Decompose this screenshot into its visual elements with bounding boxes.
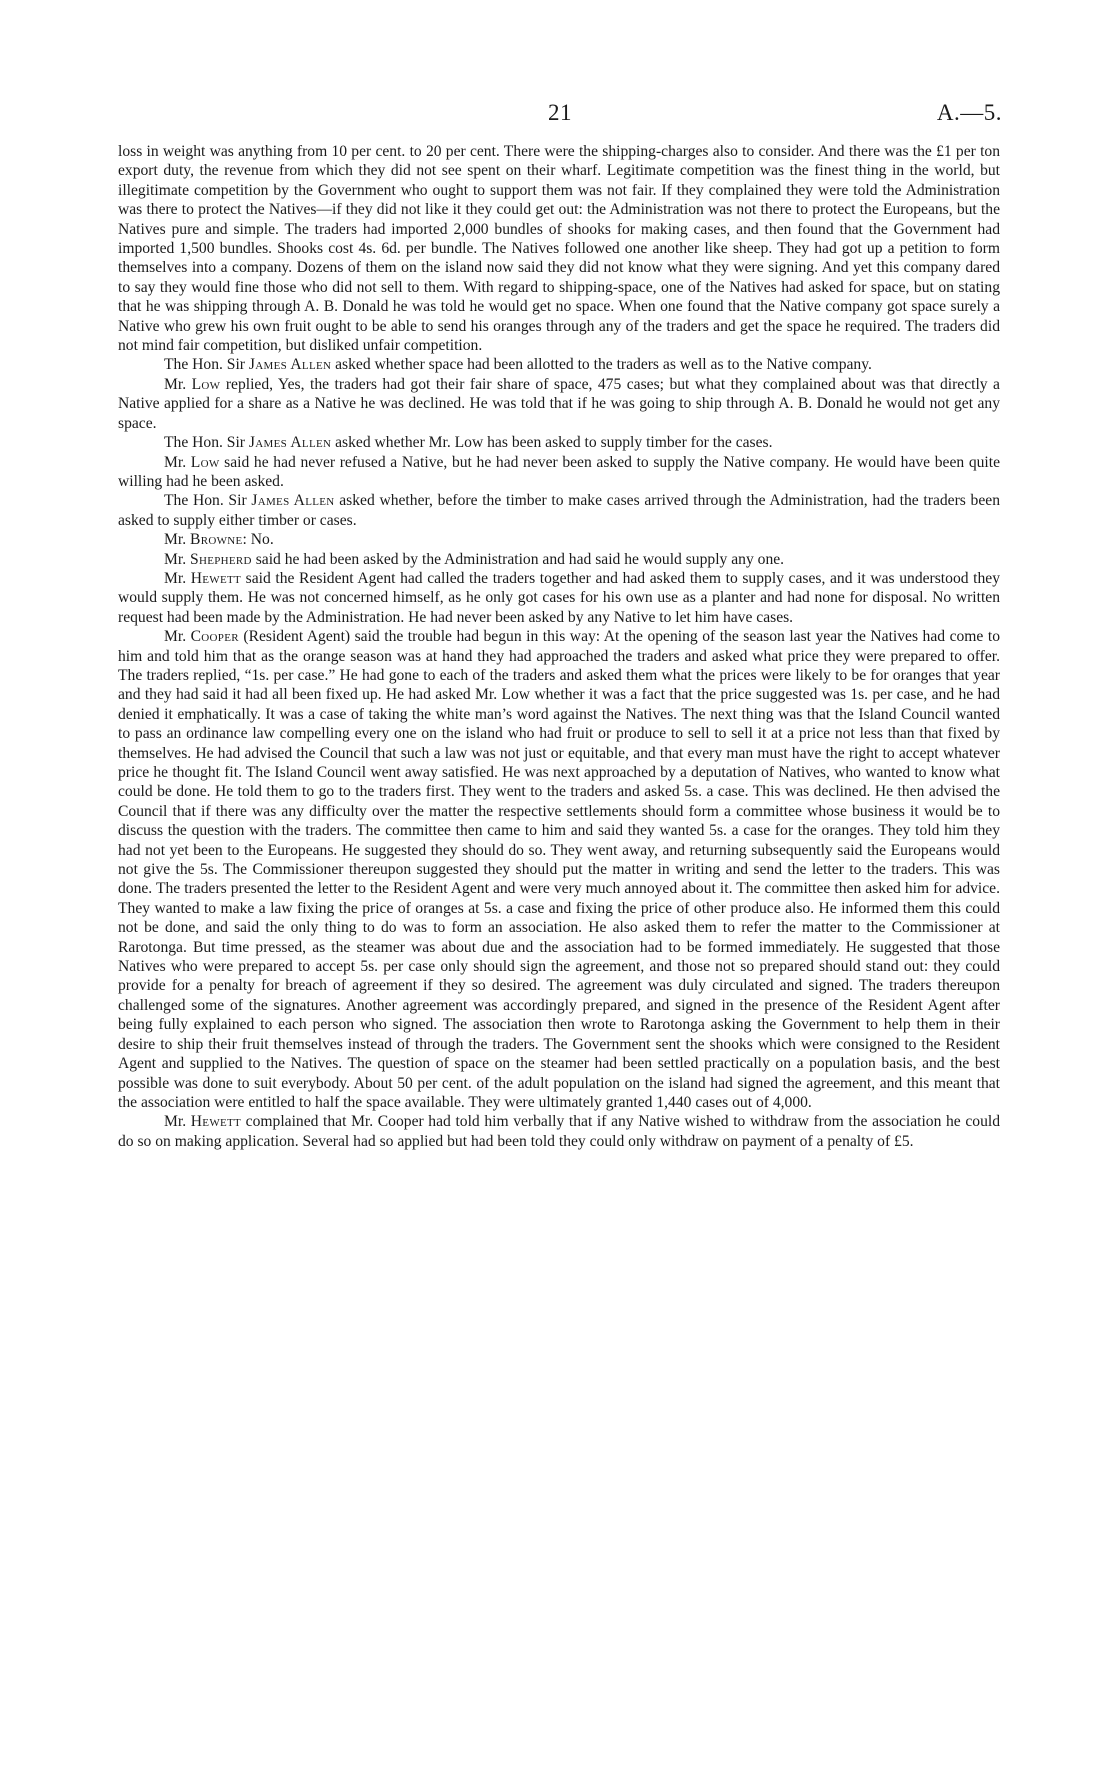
speaker-name: Hewett [190,1113,242,1131]
paragraph [118,433,1000,452]
paragraph [118,550,1000,569]
paragraph-continued: loss in weight was anything from 10 per cent. to 20 per cent. There were the shipping-charges also to consider. And there was the £1 per ton export duty, the revenue from which they did not see spent on their wharf. Legitimate competition was the finest thing in the world, but illegitimate competition by the Government who ought to support them was not fair. If they complained they were told the Administration was there to protect the Natives—if they did not like it they could get out: the Administration was not there to protect the Europeans, but the Natives pure and simple. The traders had imported 2,000 bundles of shooks for making cases, and then found that the Government had imported 1,500 bundles. Shooks cost 4s. 6d. per bundle. The Natives followed one another like sheep. They had got up a petition to form themselves into a company. Dozens of them on the island now said they did not know what they were signing. And yet this company dared to say they would fine those who did not sell to them. With regard to shipping-space, one of the Natives had asked for space, but on stating that he was shipping through A. B. Donald he was told he would get no space. When one found that the Native company got space surely a Native who grew his own fruit ought to be able to send his oranges through any of the traders and get the space he required. The traders did not mind fair competition, but disliked unfair competition. [118,143,1000,355]
paragraph [118,627,1000,1112]
paragraph-prefix: Mr. [164,453,191,471]
paragraph-body: complained that Mr. Cooper had told him verbally that if any Native wished to withdraw from the association he could do so on making application. Several had so applied but had been told they could only withdraw on payment of a penalty of £5. [118,1113,1000,1150]
paragraph-prefix: Mr. [164,531,190,549]
paragraph [118,530,1000,549]
paragraph [118,375,1000,433]
paragraph-body: said he had never refused a Native, but he had never been asked to supply the Native company. He would have been quite willing had he been asked. [118,453,1000,490]
paragraph-body: replied, Yes, the traders had got their fair share of space, 475 cases; but what they complained about was that directly a Native applied for a share as a Native he was declined. He was told that if he was going to ship through A. B. Donald he would not get any space. [118,375,1000,432]
speaker-name: Cooper [190,628,239,646]
paragraph-prefix: The Hon. Sir [164,434,249,452]
paragraph-prefix: Mr. [164,628,191,646]
paragraph-prefix: Mr. [164,375,192,393]
paragraph [118,491,1000,530]
speaker-name: James Allen [251,492,335,510]
paragraph [118,355,1000,374]
speaker-name: Shepherd [190,550,252,568]
body-text [118,142,1000,1151]
speaker-name: Hewett [190,569,242,587]
page-number: 21 [548,100,572,125]
paragraph-body: (Resident Agent) said the trouble had begun in this way: At the opening of the season last year the Natives had come to him and told him that as the orange season was at hand they had approached the traders and asked what price they were prepared to offer. The traders replied, “1s. per case.” He had gone to each of the traders and asked them what the prices were likely to be for oranges that year and they had said it had all been fixed up. He had asked Mr. Low whether it was a fact that the price suggested was 1s. per case, and he had denied it emphatically. It was a case of taking the white man’s word against the Natives. The next thing was that the Island Council wanted to pass an ordinance law compelling every one on the island who had fruit or produce to sell to sell it at a price not less than that fixed by themselves. He had advised the Council that such a law was not just or equitable, and that every man must have the right to accept whatever price he thought fit. The Island Council went away satisfied. He was next approached by a deputation of Natives, who wanted to know what could be done. He told them to go to the traders first. They went to the traders and asked 5s. a case. This was declined. He then advised the Council that if there was any difficulty over the matter the respective settlements should form a committee whose business it would be to discuss the question with the traders. The committee then came to him and said they wanted 5s. a case for the oranges. They told him they had not yet been to the Europeans. He suggested they should do so. They went away, and returning subsequently said the Europeans would not give the 5s. The Commissioner thereupon suggested they should put the matter in writing and send the letter to the traders. This was done. The traders presented the letter to the Resident Agent and were very much annoyed about it. The committee then asked him for advice. They wanted to make a law fixing the price of oranges at 5s. a case and fixing the price of other produce also. He informed them this could not be done, and said the only thing to do was to form an association. He also asked them to refer the matter to the Commissioner at Rarotonga. But time pressed, as the steamer was about due and the association had to be formed immediately. He suggested that those Natives who were prepared to accept 5s. per case only should sign the agreement, and those not so prepared should stand out: they could provide for a penalty for breach of agreement if they so desired. The agreement was duly circulated and signed. The traders thereupon challenged some of the signatures. Another agreement was accordingly prepared, and signed in the presence of the Resident Agent after being fully explained to each person who signed. The association then wrote to Rarotonga asking the Government to help them in their desire to ship their fruit themselves instead of through the traders. The Government sent the shooks which were consigned to the Resident Agent and supplied to the Natives. The question of space on the steamer had been settled practically on a population basis, and the best possible was done to suit everybody. About 50 per cent. of the adult population on the island had signed the agreement, and this meant that the association were entitled to half the space available. They were ultimately granted 1,440 cases out of 4,000. [118,628,1000,1111]
paragraph-prefix: The Hon. Sir [164,356,249,374]
speaker-name: James Allen [248,356,332,374]
paragraph-body: : No. [242,531,274,549]
paragraph-prefix: Mr. [164,1113,191,1131]
speaker-name: Browne [190,531,243,549]
speaker-name: James Allen [248,434,332,452]
speaker-name: Low [191,375,221,393]
paragraph-body: asked whether space had been allotted to the traders as well as to the Native company. [331,356,872,374]
paragraph-prefix: Mr. [164,550,190,568]
document-reference: A.—5. [936,100,1002,125]
paragraph-body: said he had been asked by the Administration and had said he would supply any one. [251,550,785,568]
paragraph-prefix: The Hon. Sir [164,492,252,510]
paragraph [118,453,1000,492]
paragraph-body: asked whether, before the timber to make cases arrived through the Administration, had the traders been asked to supply either timber or cases. [118,492,1000,529]
paragraph [118,569,1000,627]
speaker-name: Low [190,453,220,471]
paragraph-body: asked whether Mr. Low has been asked to supply timber for the cases. [331,434,773,452]
paragraph-prefix: Mr. [164,569,191,587]
paragraph-body: said the Resident Agent had called the traders together and had asked them to supply cases, and it was understood they would supply them. He was not concerned himself, as he only got cases for his own use as a planter and had none for disposal. No written request had been made by the Administration. He had never been asked by any Native to let him have cases. [118,569,1000,626]
paragraph [118,1112,1000,1151]
